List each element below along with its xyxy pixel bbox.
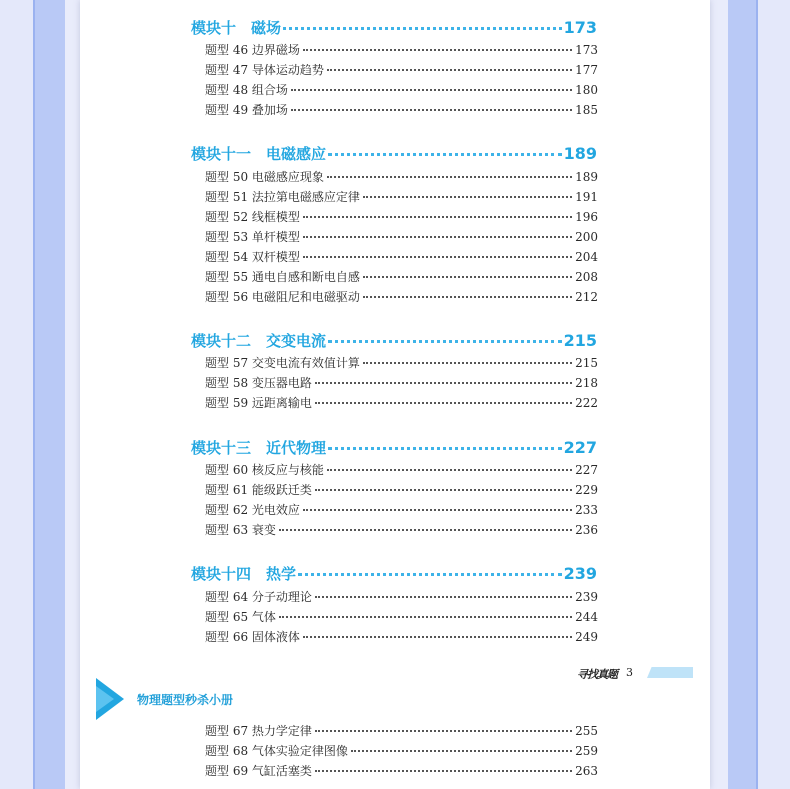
- module-heading[interactable]: [191, 330, 597, 350]
- entry-title: 题型 62 光电效应: [205, 503, 300, 517]
- entry-page: 185: [575, 103, 598, 117]
- toc-entry[interactable]: [205, 762, 598, 780]
- entry-title: 题型 64 分子动理论: [205, 590, 312, 604]
- dot-leader: [327, 176, 572, 178]
- toc-entry[interactable]: [205, 81, 598, 99]
- left-side-band: [33, 0, 65, 789]
- dot-leader: [303, 236, 572, 238]
- toc-entry[interactable]: [205, 588, 598, 606]
- entry-title: 题型 60 核反应与核能: [205, 463, 324, 477]
- module-title: 模块十四 热学: [191, 565, 297, 583]
- entry-title: 题型 59 远距离输电: [205, 396, 312, 410]
- entry-title: 题型 54 双杆模型: [205, 250, 300, 264]
- entry-title: 题型 49 叠加场: [205, 103, 288, 117]
- toc-entry[interactable]: [205, 101, 598, 119]
- toc-entry[interactable]: [205, 742, 598, 760]
- entry-title: 题型 67 热力学定律: [205, 724, 312, 738]
- entry-page: 233: [575, 503, 598, 517]
- module-page: 227: [563, 438, 597, 457]
- entry-title: 题型 57 交变电流有效值计算: [205, 356, 360, 370]
- module-heading[interactable]: [191, 437, 597, 457]
- dot-leader: [328, 340, 562, 343]
- entry-title: 题型 51 法拉第电磁感应定律: [205, 190, 360, 204]
- entry-title: 题型 66 固体液体: [205, 630, 300, 644]
- dot-leader: [328, 447, 562, 450]
- entry-page: 218: [575, 376, 598, 390]
- toc-entry[interactable]: [205, 501, 598, 519]
- dot-leader: [291, 109, 572, 111]
- dot-leader: [363, 296, 572, 298]
- publisher-logo: 寻找真题: [577, 668, 617, 681]
- entry-title: 题型 52 线框模型: [205, 210, 300, 224]
- entry-title: 题型 50 电磁感应现象: [205, 170, 324, 184]
- entry-page: 239: [575, 590, 598, 604]
- dot-leader: [303, 256, 572, 258]
- dot-leader: [315, 402, 572, 404]
- toc-entry[interactable]: [205, 168, 598, 186]
- dot-leader: [363, 362, 572, 364]
- entry-title: 题型 55 通电自感和断电自感: [205, 270, 360, 284]
- entry-title: 题型 69 气缸活塞类: [205, 764, 312, 778]
- toc-entry[interactable]: [205, 208, 598, 226]
- dot-leader: [303, 509, 572, 511]
- entry-page: 200: [575, 230, 598, 244]
- entry-page: 255: [575, 724, 598, 738]
- dot-leader: [351, 750, 572, 752]
- module-page: 173: [563, 18, 597, 37]
- dot-leader: [298, 573, 562, 576]
- dot-leader: [279, 616, 572, 618]
- dot-leader: [283, 27, 562, 30]
- dot-leader: [303, 216, 572, 218]
- toc-entry[interactable]: [205, 608, 598, 626]
- toc-entry[interactable]: [205, 461, 598, 479]
- entry-page: 180: [575, 83, 598, 97]
- entry-title: 题型 63 衰变: [205, 523, 276, 537]
- module-page: 239: [563, 564, 597, 583]
- dot-leader: [303, 49, 572, 51]
- entry-page: 236: [575, 523, 598, 537]
- dot-leader: [363, 276, 572, 278]
- toc-entry[interactable]: [205, 521, 598, 539]
- dot-leader: [315, 489, 572, 491]
- left-margin: [0, 0, 35, 789]
- module-title: 模块十 磁场: [191, 19, 282, 37]
- module-title: 模块十三 近代物理: [191, 439, 327, 457]
- entry-page: 196: [575, 210, 598, 224]
- toc-entry[interactable]: [205, 628, 598, 646]
- entry-page: 212: [575, 290, 598, 304]
- toc-entry[interactable]: [205, 374, 598, 392]
- entry-page: 177: [575, 63, 598, 77]
- entry-page: 222: [575, 396, 598, 410]
- entry-title: 题型 58 变压器电路: [205, 376, 312, 390]
- toc-entry[interactable]: [205, 41, 598, 59]
- entry-page: 249: [575, 630, 598, 644]
- toc-entry[interactable]: [205, 188, 598, 206]
- module-heading[interactable]: [191, 17, 597, 37]
- footer-accent-bar: [647, 667, 693, 678]
- module-page: 189: [563, 144, 597, 163]
- entry-page: 215: [575, 356, 598, 370]
- entry-title: 题型 61 能级跃迁类: [205, 483, 312, 497]
- dot-leader: [327, 469, 572, 471]
- dot-leader: [327, 69, 572, 71]
- entry-title: 题型 46 边界磁场: [205, 43, 300, 57]
- dot-leader: [315, 596, 572, 598]
- entry-title: 题型 56 电磁阻尼和电磁驱动: [205, 290, 360, 304]
- entry-title: 题型 53 单杆模型: [205, 230, 300, 244]
- toc-entry[interactable]: [205, 481, 598, 499]
- module-heading[interactable]: [191, 563, 597, 583]
- dot-leader: [315, 382, 572, 384]
- entry-title: 题型 65 气体: [205, 610, 276, 624]
- right-side-band: [728, 0, 758, 789]
- dot-leader: [303, 636, 572, 638]
- entry-title: 题型 68 气体实验定律图像: [205, 744, 348, 758]
- book-title: 物理题型秒杀小册: [137, 693, 234, 707]
- toc-entry[interactable]: [205, 268, 598, 286]
- dot-leader: [291, 89, 572, 91]
- right-margin: [728, 0, 790, 789]
- module-page: 215: [563, 331, 597, 350]
- toc-entry[interactable]: [205, 394, 598, 412]
- entry-page: 208: [575, 270, 598, 284]
- entry-page: 191: [575, 190, 598, 204]
- entry-page: 189: [575, 170, 598, 184]
- entry-page: 244: [575, 610, 598, 624]
- entry-page: 227: [575, 463, 598, 477]
- entry-page: 259: [575, 744, 598, 758]
- entry-page: 263: [575, 764, 598, 778]
- entry-title: 题型 48 组合场: [205, 83, 288, 97]
- page-number: 3: [626, 666, 633, 679]
- dot-leader: [363, 196, 572, 198]
- module-title: 模块十二 交变电流: [191, 332, 327, 350]
- entry-page: 229: [575, 483, 598, 497]
- module-heading[interactable]: [191, 143, 597, 163]
- entry-page: 173: [575, 43, 598, 57]
- entry-title: 题型 47 导体运动趋势: [205, 63, 324, 77]
- arrow-right-icon: [96, 678, 124, 720]
- toc-entry[interactable]: [205, 722, 598, 740]
- entry-page: 204: [575, 250, 598, 264]
- toc-entry[interactable]: [205, 248, 598, 266]
- dot-leader: [315, 770, 572, 772]
- toc-page: [80, 0, 710, 789]
- dot-leader: [279, 529, 572, 531]
- dot-leader: [315, 730, 572, 732]
- toc-entry[interactable]: [205, 354, 598, 372]
- toc-entry[interactable]: [205, 288, 598, 306]
- toc-entry[interactable]: [205, 228, 598, 246]
- dot-leader: [328, 153, 562, 156]
- toc-entry[interactable]: [205, 61, 598, 79]
- module-title: 模块十一 电磁感应: [191, 145, 327, 163]
